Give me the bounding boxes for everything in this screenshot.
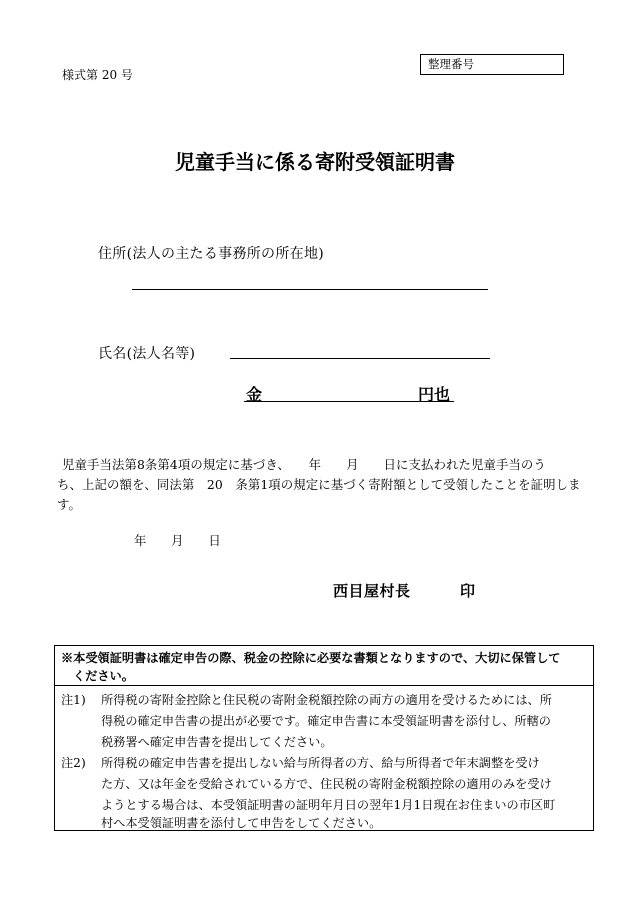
note-2-text-line: 所得税の確定申告書を提出しない給与所得者の方、給与所得者で年末調整を受け [101, 756, 540, 770]
note-1-text-line: 所得税の寄附金控除と住民税の寄附金税額控除の両方の適用を受けるためには、所 [101, 693, 552, 707]
reference-number-label: 整理番号 [428, 57, 474, 71]
amount-suffix: 円也 [418, 385, 451, 404]
body-text-line: ち、上記の額を、同法第 20 条第1項の規定に基づく寄附額として受領したことを証明しま [57, 477, 581, 492]
note-2-label: 注2) [61, 756, 86, 770]
document-title: 児童手当に係る寄附受領証明書 [175, 150, 455, 174]
body-text-line: す。 [57, 497, 81, 512]
note-1-text-line: 得税の確定申告書の提出が必要です。確定申告書に本受領証明書を添付し、所轄の [101, 714, 551, 728]
note-2-text-line: 村へ本受領証明書を添付して申告をしてください。 [101, 816, 382, 830]
address-field-line[interactable] [132, 289, 488, 290]
amount-field-line[interactable] [244, 401, 454, 402]
note-2-text-line: た方、又は年金を受給されている方で、住民税の寄附金税額控除の適用のみを受け [101, 777, 552, 791]
reference-number-box[interactable] [420, 54, 564, 75]
form-number: 様式第 20 号 [62, 68, 133, 82]
notice-box [54, 645, 594, 831]
notice-header-line: ください。 [73, 669, 134, 683]
note-1-text-line: 税務署へ確定申告書を提出してください。 [101, 735, 333, 749]
amount-prefix: 金 [246, 385, 263, 404]
body-text-line: 児童手当法第8条第4項の規定に基づき、 年 月 日に支払われた児童手当のう [62, 457, 546, 472]
note-2-text-line: ようとする場合は、本受領証明書の証明年月日の翌年1月1日現在お住まいの市区町 [101, 798, 556, 812]
seal-mark: 印 [460, 582, 476, 600]
name-label: 氏名(法人名等) [98, 346, 196, 362]
notice-header [55, 646, 593, 686]
issuer-name: 西目屋村長 [333, 582, 411, 600]
notice-header-line: ※本受領証明書は確定申告の際、税金の控除に必要な書類となりますので、大切に保管して [61, 651, 561, 665]
address-label: 住所(法人の主たる事務所の所在地) [98, 246, 325, 262]
note-1-label: 注1) [61, 693, 86, 707]
name-field-line[interactable] [230, 358, 490, 359]
issue-date-line: 年 月 日 [134, 533, 221, 548]
